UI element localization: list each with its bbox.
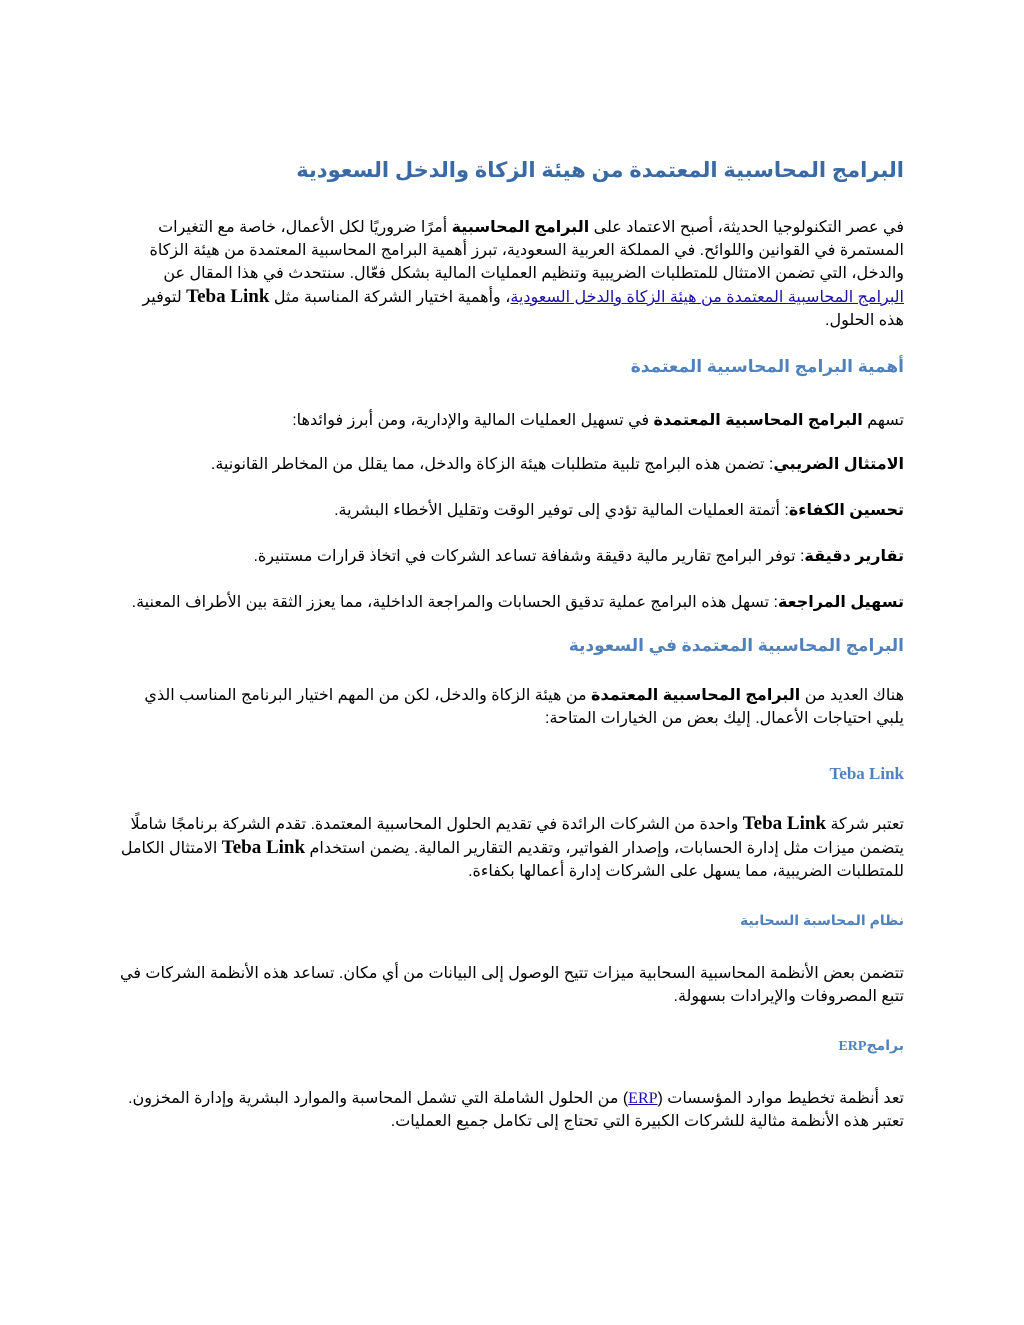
importance-lead-bold: البرامج المحاسبية المعتمدة [653, 412, 863, 429]
erp-paragraph [120, 1087, 904, 1133]
intro-text-1: في عصر التكنولوجيا الحديثة، أصبح الاعتماد على [589, 219, 904, 236]
intro-brand: Teba Link [186, 286, 270, 307]
saudi-text-1: هناك العديد من [800, 687, 904, 704]
teba-text-2: واحدة من الشركات الرائدة في تقديم الحلول المحاسبية المعتمدة. تقدم الشركة برنامجًا شاملًا يتضمن ميزات مثل إدارة الحسابات، وإصدار الفواتير، وتقديم التقارير المالية. يضمن استخدام [130, 816, 904, 857]
erp-text-2: ) من الحلول الشاملة التي تشمل المحاسبة والموارد البشرية وإدارة المخزون. تعتبر هذه الأنظمة مثالية للشركات الكبيرة التي تحتاج إلى تكامل جميع العمليات. [128, 1090, 904, 1130]
benefit-item [120, 499, 904, 522]
benefit-text: : تضمن هذه البرامج تلبية متطلبات هيئة الزكاة والدخل، مما يقلل من المخاطر القانونية. [210, 456, 774, 473]
saudi-heading: البرامج المحاسبية المعتمدة في السعودية [568, 636, 904, 655]
benefit-item [120, 591, 904, 614]
intro-link[interactable]: البرامج المحاسبية المعتمدة من هيئة الزكاة والدخل السعودية [510, 289, 904, 306]
importance-lead-post: في تسهيل العمليات المالية والإدارية، ومن أبرز فوائدها: [292, 412, 654, 429]
teba-text-1: تعتبر شركة [826, 816, 904, 833]
erp-link[interactable]: ERP [628, 1090, 658, 1107]
benefit-label: الامتثال الضريبي [773, 456, 904, 473]
importance-heading: أهمية البرامج المحاسبية المعتمدة [630, 357, 904, 376]
intro-paragraph [120, 216, 904, 332]
intro-text-4: لتوفير هذه الحلول. [142, 289, 904, 329]
teba-paragraph [120, 812, 904, 883]
saudi-text-2: من هيئة الزكاة والدخل، لكن من المهم اختيار البرنامج المناسب الذي يلبي احتياجات الأعمال. إليك بعض من الخيارات المتاحة: [144, 687, 904, 727]
benefit-label: تسهيل المراجعة [777, 594, 904, 611]
saudi-bold-term: البرامج المحاسبية المعتمدة [591, 687, 801, 704]
intro-text-3: ، وأهمية اختيار الشركة المناسبة مثل [269, 289, 511, 306]
intro-bold-term: البرامج المحاسبية [451, 219, 590, 236]
benefit-text: : أتمتة العمليات المالية تؤدي إلى توفير الوقت وتقليل الأخطاء البشرية. [334, 502, 789, 519]
benefit-label: تقارير دقيقة [804, 548, 904, 565]
benefit-text: : توفر البرامج تقارير مالية دقيقة وشفافة تساعد الشركات في اتخاذ قرارات مستنيرة. [253, 548, 805, 565]
teba-text-3: الامتثال الكامل للمتطلبات الضريبية، مما يسهل على الشركات إدارة أعمالها بكفاءة. [120, 840, 904, 880]
benefit-label: تحسين الكفاءة [788, 502, 904, 519]
importance-lead [120, 409, 904, 432]
benefit-item [120, 453, 904, 476]
importance-lead-pre: تسهم [862, 412, 904, 429]
erp-heading-ar: برامج [866, 1037, 904, 1053]
cloud-heading: نظام المحاسبة السحابية [739, 912, 904, 928]
teba-heading: Teba Link [829, 764, 904, 783]
cloud-paragraph: تتضمن بعض الأنظمة المحاسبية السحابية ميزات تتيح الوصول إلى البيانات من أي مكان. تساعد هذه الأنظمة الشركات في تتبع المصروفات والإيرادات بسهولة. [119, 965, 904, 1005]
erp-text-1: تعد أنظمة تخطيط موارد المؤسسات ( [657, 1090, 904, 1107]
erp-heading [120, 1037, 904, 1055]
benefit-item [120, 545, 904, 568]
teba-brand: Teba Link [221, 837, 306, 858]
saudi-paragraph [120, 684, 904, 730]
erp-heading-en: ERP [838, 1039, 867, 1054]
page-title: البرامج المحاسبية المعتمدة من هيئة الزكاة والدخل السعودية [296, 159, 904, 182]
benefit-text: : تسهل هذه البرامج عملية تدقيق الحسابات والمراجعة الداخلية، مما يعزز الثقة بين الأطراف المعنية. [131, 594, 778, 611]
intro-text-2: أمرًا ضروريًا لكل الأعمال، خاصة مع التغيرات المستمرة في القوانين واللوائح. في المملكة العربية السعودية، تبرز أهمية البرامج المحاسبية المعتمدة من هيئة الزكاة والدخل، التي تضمن الامتثال للمتطلبات الضريبية وتنظيم العمليات المالية بشكل فعّال. سنتحدث في هذا المقال عن [149, 219, 904, 282]
teba-brand: Teba Link [742, 813, 827, 834]
